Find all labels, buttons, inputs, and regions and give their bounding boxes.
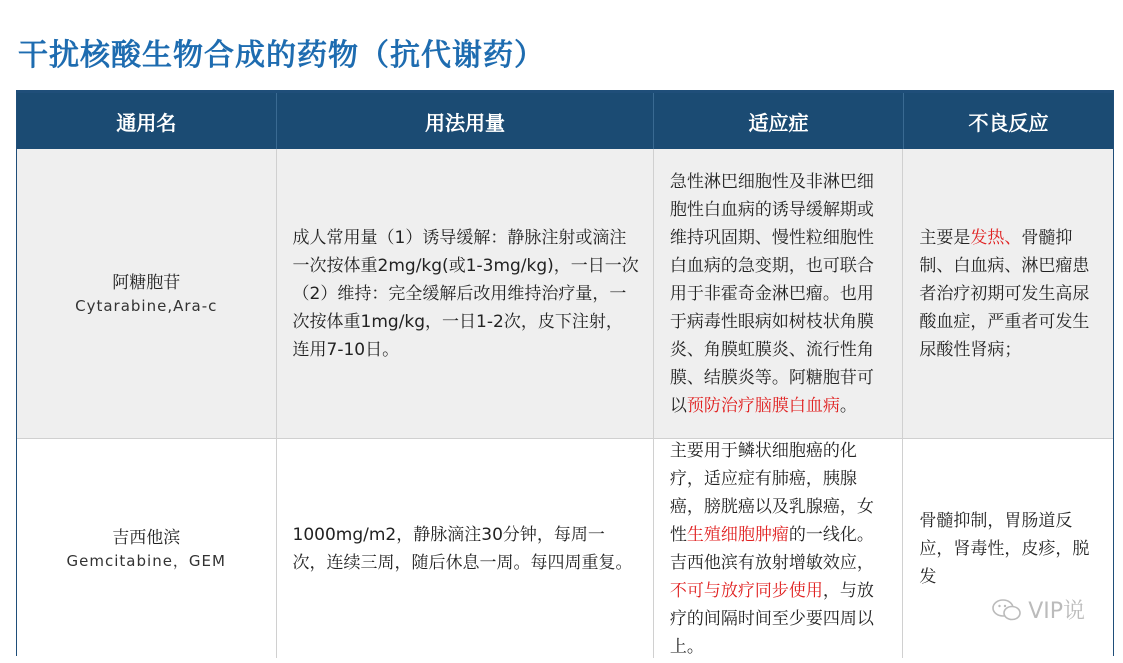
table-header <box>17 93 1113 149</box>
header-usage: 用法用量 <box>277 93 654 149</box>
indication-cell <box>654 149 904 438</box>
adverse-text: 骨髓抑制，胃肠道反应，肾毒性，皮疹，脱发 <box>919 510 1090 587</box>
indication-highlight: 生殖细胞肿瘤 <box>686 524 789 545</box>
header-adverse: 不良反应 <box>968 110 1049 135</box>
drug-name-cn: 吉西他滨 <box>112 527 181 548</box>
header-indication: 适应症 <box>654 93 904 149</box>
usage-cell <box>277 439 654 658</box>
usage-text: 成人常用量（1）诱导缓解：静脉注射或滴注一次按体重2mg/kg(或1-3mg/kg)，一日一次 （2）维持：完全缓解后改用维持治疗量，一次按体重1mg/kg，一日1-2次，皮下注射，连用7-10日。 <box>292 227 639 360</box>
adverse-text <box>903 224 1113 364</box>
adverse-cell <box>903 149 1113 438</box>
usage-cell <box>277 149 654 438</box>
watermark-text: VIP说 <box>1028 599 1085 624</box>
page-title: 干扰核酸生物合成的药物（抗代谢药） <box>18 38 545 73</box>
drug-name-en: Cytarabine,Ara-c <box>75 296 218 315</box>
indication-part: 急性淋巴细胞性及非淋巴细胞性白血病的诱导缓解期或维持巩固期、慢性粒细胞性白血病的急变期，也可联合用于非霍奇金淋巴瘤。也用于病毒性眼病如树枝状角膜炎、角膜虹膜炎、流行性角膜、结膜炎等。阿糖胞苷可以 <box>669 171 874 416</box>
usage-text: 1000mg/m2，静脉滴注30分钟，每周一次，连续三周，随后休息一周。每四周重复。 <box>292 524 633 573</box>
indication-part: ，与放疗的间隔时间至少要四周以上。 <box>669 580 874 657</box>
indication-part: 的一线化。吉西他滨有放射增敏效应， <box>669 524 874 573</box>
header-generic-name: 通用名 <box>17 93 277 149</box>
indication-text <box>654 437 903 661</box>
adverse-highlight: 发热、 <box>970 227 1022 248</box>
drug-table <box>16 90 1114 656</box>
drug-name-cn: 阿糖胞苷 <box>112 272 181 293</box>
drug-name-en: Gemcitabine，GEM <box>66 551 226 570</box>
indication-highlight: 不可与放疗同步使用 <box>669 580 823 601</box>
watermark <box>992 594 1085 625</box>
indication-part: 。 <box>839 395 857 416</box>
indication-part: 主要用于鳞状细胞癌的化疗，适应症有肺癌，胰腺癌，膀胱癌以及乳腺癌，女性 <box>669 440 874 545</box>
indication-text <box>654 168 903 420</box>
adverse-cell <box>903 439 1113 658</box>
drug-name-cell <box>17 149 277 438</box>
adverse-part: 骨髓抑制、白血病、淋巴瘤患者治疗初期可发生高尿酸血症，严重者可发生尿酸性肾病； <box>919 227 1090 360</box>
indication-highlight: 预防治疗脑膜白血病 <box>686 395 840 416</box>
wechat-icon <box>992 598 1022 622</box>
drug-name-cell <box>17 439 277 658</box>
adverse-part: 主要是 <box>919 227 971 248</box>
indication-cell <box>654 439 904 658</box>
table-row <box>17 149 1113 438</box>
table-row <box>17 438 1113 658</box>
